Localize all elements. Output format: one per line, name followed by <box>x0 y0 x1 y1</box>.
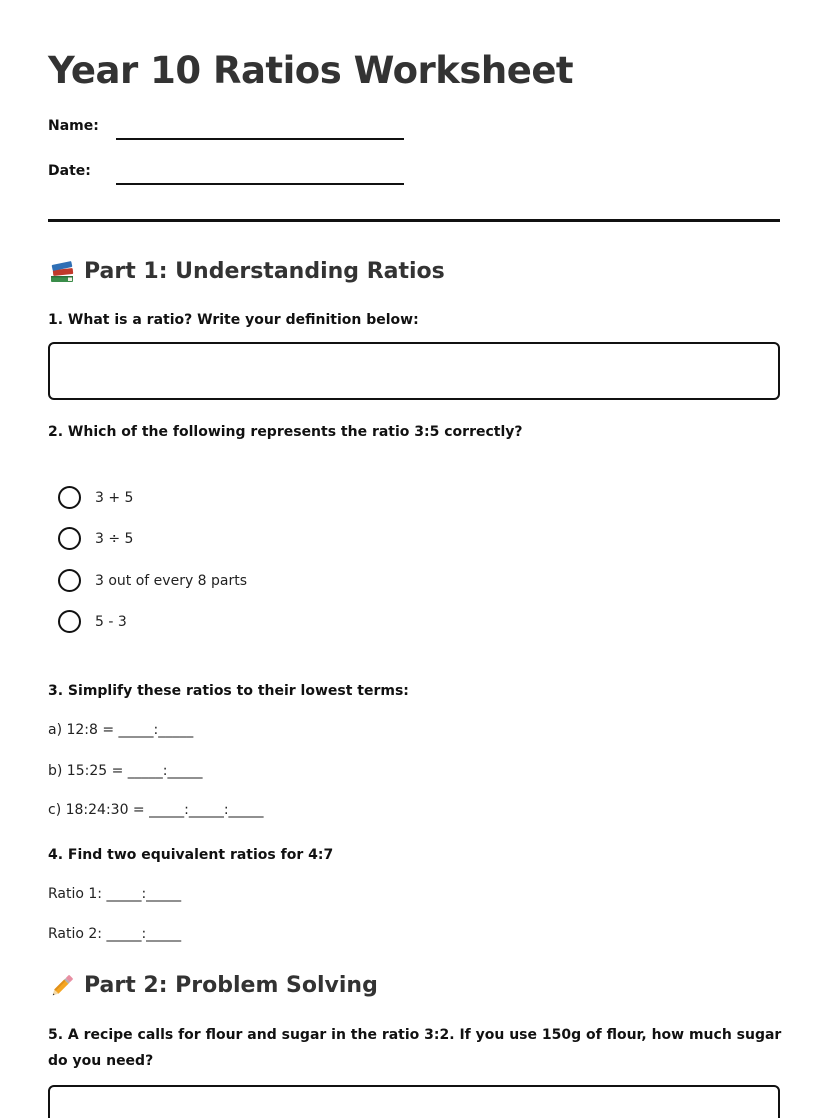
question-2: 2. Which of the following represents the ratio 3:5 correctly? <box>48 424 523 440</box>
page-title: Year 10 Ratios Worksheet <box>48 49 574 92</box>
question-4: 4. Find two equivalent ratios for 4:7 <box>48 847 334 863</box>
q3-item-b: b) 15:25 = _____:_____ <box>48 763 203 779</box>
q4-ratio-2: Ratio 2: _____:_____ <box>48 926 182 942</box>
q3-item-c: c) 18:24:30 = _____:_____:_____ <box>48 802 264 818</box>
option-5-minus-3[interactable] <box>58 610 127 633</box>
question-3: 3. Simplify these ratios to their lowest terms: <box>48 683 409 699</box>
question-1: 1. What is a ratio? Write your definition below: <box>48 312 419 328</box>
option-3-plus-5[interactable] <box>58 486 133 509</box>
option-3-of-8[interactable] <box>58 569 247 592</box>
name-field[interactable] <box>116 138 404 140</box>
option-label: 3 ÷ 5 <box>95 530 134 547</box>
part1-heading <box>48 257 445 287</box>
answer-box-q5[interactable] <box>48 1085 780 1118</box>
date-label: Date: <box>48 163 91 179</box>
option-label: 3 out of every 8 parts <box>95 572 248 589</box>
books-icon <box>48 258 76 286</box>
radio-button[interactable] <box>58 486 81 509</box>
radio-button[interactable] <box>58 527 81 550</box>
radio-button[interactable] <box>58 569 81 592</box>
part2-heading-text: Part 2: Problem Solving <box>84 973 378 998</box>
q4-ratio-1: Ratio 1: _____:_____ <box>48 886 182 902</box>
part2-heading <box>48 971 378 1001</box>
date-field[interactable] <box>116 183 404 185</box>
name-label: Name: <box>48 118 99 134</box>
pencil-icon <box>48 972 76 1000</box>
part1-heading-text: Part 1: Understanding Ratios <box>84 259 445 284</box>
option-3-div-5[interactable] <box>58 527 133 550</box>
option-label: 3 + 5 <box>95 489 134 506</box>
question-5: 5. A recipe calls for flour and sugar in the ratio 3:2. If you use 150g of flour, how much sugar do you need? <box>48 1027 782 1069</box>
answer-box-q1[interactable] <box>48 342 780 400</box>
option-label: 5 - 3 <box>95 613 127 630</box>
q3-item-a: a) 12:8 = _____:_____ <box>48 722 194 738</box>
radio-button[interactable] <box>58 610 81 633</box>
header-divider <box>48 219 780 222</box>
